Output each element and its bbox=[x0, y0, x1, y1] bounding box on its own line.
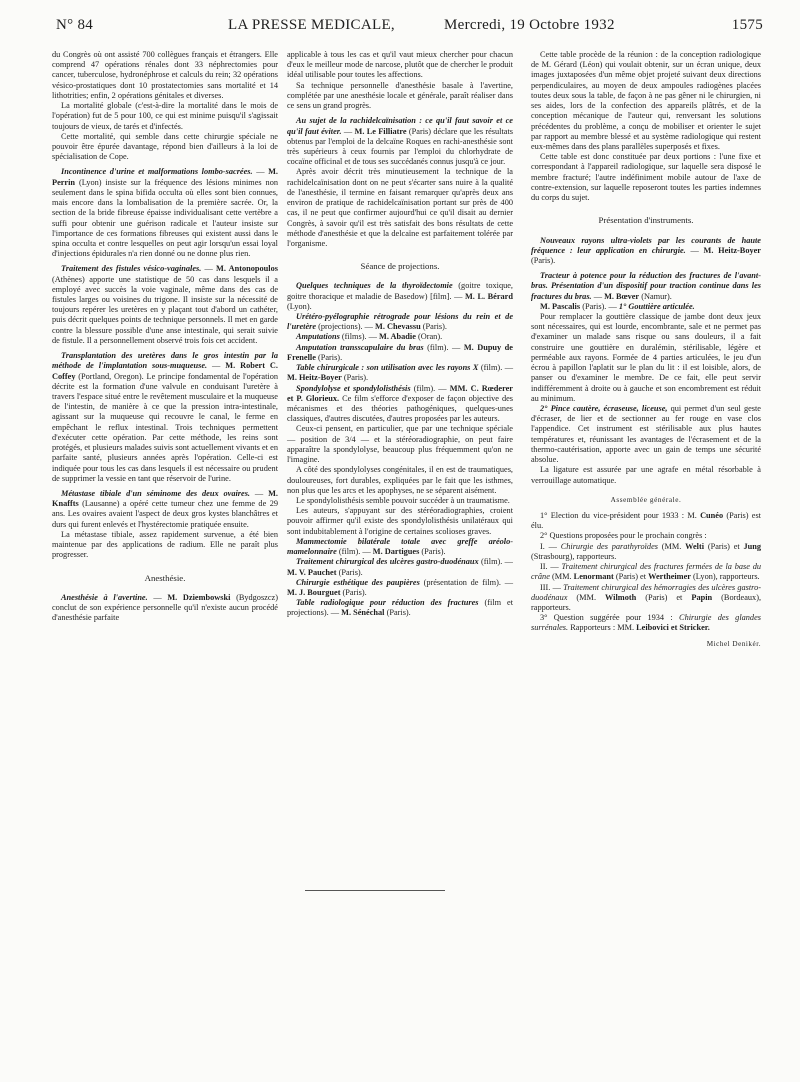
agenda-text: (Paris) et bbox=[615, 572, 647, 582]
entry-author: M. Bœver bbox=[604, 291, 640, 301]
rapporteur: Welti bbox=[685, 541, 705, 551]
entry-text: (film). — bbox=[480, 557, 513, 567]
communication-text: (Bydgoszcz) conclut de son expérience personnelle qu'il n'existe aucun procédé d'anesthésie parfaite bbox=[52, 592, 278, 623]
question-number: I. — bbox=[540, 541, 557, 551]
paragraph: Pour remplacer la gouttière classique de jambe dont deux jeux sont nécessaires, qui est lourde, encombrante, sale et ne permet pas d'examiner un malade sans risque ou sans douleurs, il a fait construire une gouttière en duralémin, stérilisable, légère et perméable aux rayons. Formée de 4 parties articulées, le jeu d'un écrou à papillon l'aplatit sur le plan du lit : il est loisible, alors, de panser ou d'examiner le membre. De ce fait, elle peut servir indifféremment à droite ou à gauche et son encombrement est réduit au minimum. bbox=[531, 312, 761, 403]
agenda-text: (Paris) et bbox=[645, 592, 683, 602]
entry-text: (film). — bbox=[480, 363, 514, 373]
entry-title: Mammectomie bilatérale totale avec greffe aréolo-mamelonnaire bbox=[287, 536, 513, 557]
paragraph: La ligature est assurée par une agrafe en métal résorbable à verrouillage automatique. bbox=[531, 465, 761, 485]
rapporteur: Jung bbox=[743, 541, 762, 551]
communication-title: Au sujet de la rachidelcaïnisation : ce qu'il faut savoir et ce qu'il faut éviter. bbox=[287, 116, 513, 136]
entry-title: Amputations bbox=[296, 332, 340, 342]
entry-author: MM. C. Rœderer et P. Glorieux. bbox=[287, 383, 513, 403]
entry-text: qui permet d'un seul geste d'écraser, de lier et de sectionner au fer rouge en vase clos l'appendice. Cet instrument est stérilisable aux plus hautes températures et, réunissant les avantages de l'écrasement et de la thermo-cautérisation, apporte avec un gain de temps une sécurité absolue. bbox=[531, 404, 761, 465]
entry-title: Quelques techniques de la thyroïdectomie bbox=[296, 281, 453, 291]
communication: Métastase tibiale d'un séminome des deux ovaires. — M. Knaffts (Lausanne) a opéré cette tumeur chez une femme de 29 ans. Les ovaires avaient l'aspect de deux gros kystes blanchâtres et durs qui furent enlevés et l'hystérectomie pratiquée ensuite. bbox=[52, 488, 278, 529]
entry-author: M. V. Pauchet bbox=[287, 567, 337, 577]
agenda-author: Cunéo bbox=[700, 510, 724, 520]
paragraph: Les auteurs, s'appuyant sur des stéréoradiographies, croient pouvoir affirmer qu'il existe des spondylolisthésis unilatéraux qui sont indubitablement à l'origine de certaines scolioses graves. bbox=[287, 506, 513, 536]
agenda-text: (Paris) est élu. bbox=[531, 510, 761, 531]
question-number: II. — bbox=[540, 562, 559, 572]
entry-author: M. Dartigues bbox=[372, 547, 420, 557]
paragraph: Cette table procède de la réunion : de la conception radiologique de M. Gérard (Léon) qui voulait obtenir, sur un écran unique, deux images juxtaposées d'un même objet projeté suivant deux directions perpendiculaires, au moyen de deux ampoules radiogènes placées toutes deux sous la table, de façon à ne pas gêner ni le chirurgien, ni ses aides, lors de la confection des appareils plâtrés, et de la conception mécanique de l'auteur qui, renversant les solutions précédentes du problème, a conçu de mobiliser et orienter le sujet par rapport au membre blessé et au système radiologique qui restent eux-mêmes dans des plans parallèles superposés et fixes. bbox=[531, 50, 761, 151]
entry-text: (film). — bbox=[427, 342, 461, 352]
projection-entry bbox=[287, 332, 513, 342]
entry-city: (Paris). bbox=[386, 608, 411, 618]
rapporteur: Leibovici et Stricker. bbox=[636, 623, 710, 633]
agenda-text: 3° Question suggérée pour 1934 : bbox=[540, 613, 673, 623]
communication-author: M. Le Filliatre bbox=[354, 126, 407, 136]
entry-author: M. J. Bourguet bbox=[287, 587, 341, 597]
entry-city: (Paris). bbox=[422, 322, 447, 332]
paragraph: Ceux-ci pensent, en particulier, que par une technique spéciale — position de 3/4 — et la stéréoradiographie, on peut faire apparaître la spondylolyse, beaucoup plus fréquemment qu'on ne l'imagine. bbox=[287, 424, 513, 465]
section-heading-instruments: Présentation d'instruments. bbox=[598, 215, 694, 226]
section-heading-projections: Séance de projections. bbox=[360, 261, 440, 272]
entry-city: (Paris). bbox=[343, 373, 369, 383]
entry-city: (Namur). bbox=[641, 291, 672, 301]
question-title: Traitement chirurgical des fractures fermées de la base du crâne bbox=[531, 562, 761, 582]
communication-title: Incontinence d'urine et malformations lombo-sacrées. bbox=[61, 167, 253, 177]
projection-entry bbox=[287, 312, 513, 332]
paragraph: La métastase tibiale, assez rapidement survenue, a été bien maintenue par des applications de radium. Elle ne paraît plus progresser. bbox=[52, 529, 278, 560]
issue-number: N° 84 bbox=[56, 17, 94, 33]
rapporteur: Lenormant bbox=[573, 572, 614, 582]
entry-city: (Lyon). bbox=[287, 301, 312, 311]
communication: Au sujet de la rachidelcaïnisation : ce qu'il faut savoir et ce qu'il faut éviter. — M. Le Filliatre (Paris) déclare que les résultats obtenus par l'emploi de la delcaïne Roques en rachi-anesthésie sont très supérieurs à ceux fournis par l'emploi du chlorhydrate de cocaïne officinal et de tous ses succédanés connus jusqu'à ce jour. bbox=[287, 116, 514, 167]
page-number: 1575 bbox=[731, 17, 763, 33]
rapporteur: Papin bbox=[691, 592, 713, 602]
projection-entry bbox=[287, 363, 513, 383]
communication-title: Transplantation des uretères dans le gros intestin par la méthode de l'implantation sous-muqueuse. bbox=[52, 351, 278, 371]
communication-author: M. Dziembowski bbox=[167, 592, 231, 602]
agenda-question bbox=[531, 583, 761, 614]
agenda-text: (MM. bbox=[576, 592, 597, 602]
entry-author: M. Abadie bbox=[379, 332, 416, 342]
communication-text: (Portland, Oregon). Le principe fondamental de l'opération décrite est la formation d'une valvule en conduisant l'uretère à travers l'espace situé entre le revêtement musculaire et la muqueuse de l'intestin, de manière à ce que la pression intra-intestinale, agissant sur la muqueuse qui recouvre le canal, le ferme en empêchant le reflux intestinal. Trois techniques permettent d'exécuter cette opération. Par cette méthode, les reins sont protégés, et plusieurs malades suivis sont actuellement vivants et en parfaite santé, plusieurs années après l'opération. Celle-ci est indiquée pour tous les cas dans lesquels il est nécessaire ou prudent de supprimer la vessie en tant que réservoir de l'urine. bbox=[52, 371, 278, 483]
agenda-text: (Bordeaux), rapporteurs. bbox=[531, 592, 762, 612]
paragraph: Cette table est donc constituée par deux portions : l'une fixe et correspondant à l'appareil radiologique, sur laquelle sera disposé le membre fracturé; l'autre indéfiniment mobile autour de l'axe de contre-extension, sur laquelle reposeront toutes les parties indemnes du corps du sujet. bbox=[531, 152, 761, 203]
column-1 bbox=[52, 50, 278, 623]
issue-date: Mercredi, 19 Octobre 1932 bbox=[444, 17, 615, 33]
end-rule bbox=[305, 890, 445, 891]
rapporteur: Wertheimer bbox=[648, 572, 691, 582]
agenda-text: (MM. bbox=[661, 541, 682, 551]
entry-author: M. Pascalis bbox=[540, 301, 581, 311]
communication-title: Métastase tibiale d'un séminome des deux ovaires. bbox=[61, 488, 251, 498]
communication-text: (Lyon) insiste sur la fréquence des lésions minimes non seulement dans le spina bifida occulta où elles sont bien connues, mais encore dans la lombalisation de la première sacrée. Or, la section de la bride fibreuse épaisse individualisant cette vertèbre a suffi pour obtenir une guérison radicale et l'auteur insiste sur l'importance de ces formations fibreuses qui existent aussi dans le spina occulta et contre lesquelles on peut agir lorsqu'un essai loyal d'injections épidurales n'a rien donné ou ne donne plus rien. bbox=[52, 177, 279, 259]
page-header bbox=[52, 17, 763, 39]
agenda-text: 1° Election du vice-président pour 1933 : M. bbox=[540, 510, 697, 520]
paragraph: Le spondylolisthésis semble pouvoir succéder à un traumatisme. bbox=[296, 495, 510, 505]
agenda-text: (Strasbourg), rapporteurs. bbox=[531, 551, 617, 561]
agenda-item: 2° Questions proposées pour le prochain congrès : bbox=[540, 531, 707, 541]
entry-title: Amputation transscapulaire du bras bbox=[296, 342, 424, 352]
rapporteur: Wilmoth bbox=[605, 592, 637, 602]
communication-author: M. Antonopoulos bbox=[216, 264, 278, 274]
projection-entry bbox=[287, 598, 513, 618]
entry-author: M. Sénéchal bbox=[341, 608, 385, 618]
agenda-item bbox=[531, 511, 761, 531]
communication: Incontinence d'urine et malformations lombo-sacrées. — M. Perrin (Lyon) insiste sur la fréquence des lésions minimes non seulement dans le spina bifida occulta où elles sont bien connues, mais encore dans la lombalisation de la première sacrée. Or, la section de la bride fibreuse épaisse individualisant cette vertèbre a suffi pour obtenir une guérison radicale et l'auteur insiste sur l'importance de ces formations fibreuses qui existent aussi dans le spina occulta et contre lesquelles on peut agir lorsqu'un essai loyal d'injections épidurales n'a rien donné ou ne donne plus rien. bbox=[52, 167, 279, 259]
communication-text: (Paris) déclare que les résultats obtenus par l'emploi de la delcaïne Roques en rachi-anesthésie sont très supérieurs à ceux fournis par l'emploi du chlorhydrate de cocaïne officinal et de tous ses succédanés connus jusqu'à ce jour. bbox=[287, 126, 514, 167]
question-title: Traitement chirurgical des hémorragies des ulcères gastro-duodénaux bbox=[531, 582, 761, 602]
communication: Traitement des fistules vésico-vaginales. — M. Antonopoulos (Athènes) apporte une statistique de 50 cas dans lesquels il a employé avec succès la voie vaginale, même dans des cas de fistules larges ou voisines du trigone. Il insiste sur la nécessité de toujours repérer les uretères en y plaçant tout d'abord un cathéter, puis décrit quelques points de technique personnels. Il met en garde contre la blessure possible d'une anse intestinale, qui serait suivie de fistule. Il a personnellement observé trois fois cet accident. bbox=[52, 264, 278, 345]
question-number: III. — bbox=[540, 582, 561, 592]
entry-author: M. Heitz-Boyer bbox=[287, 373, 342, 383]
entry-author: M. Chevassu bbox=[375, 322, 421, 332]
communication-title: Traitement des fistules vésico-vaginales. bbox=[61, 264, 202, 274]
paragraph: Après avoir décrit très minutieusement la technique de la rachidelcaïnisation dont on ne peut s'écarter sans nuire à la qualité de l'anesthésie, il termine en faisant remarquer qu'après deux ans environ de pratique de rachidelcaïnisation portant sur près de 400 cas, il ne peut que confirmer aujourd'hui ce qu'il disait au dernier Congrès, à savoir qu'il est très satisfait des bons résultats de cette méthode d'anesthésie et que la delcaïne est parfaitement tolérée par l'organisme. bbox=[287, 167, 513, 248]
communication-text: (Athènes) apporte une statistique de 50 cas dans lesquels il a employé avec succès la voie vaginale, même dans des cas de fistules larges ou voisines du trigone. Il insiste sur la nécessité de toujours repérer les uretères en y plaçant tout d'abord un cathéter, puis décrit quelques points de technique personnels. Il met en garde contre la blessure possible d'une anse intestinale, qui serait suivie de fistule. Il a personnellement observé trois fois cet accident. bbox=[52, 274, 278, 345]
paragraph: applicable à tous les cas et qu'il vaut mieux chercher pour chacun d'eux le meilleur mode de narcose, plutôt que de chercher le produit idéal utilisable pour toutes les affections. bbox=[287, 50, 513, 80]
entry-text: (film). — bbox=[338, 547, 371, 557]
communication-author: M. Perrin bbox=[52, 167, 278, 187]
projection-entry bbox=[287, 557, 513, 577]
entry-author: M. Dupuy de Frenelle bbox=[287, 342, 513, 362]
entry-title: Nouveaux rayons ultra-violets par les courants de haute fréquence : leur application en chirurgie. bbox=[531, 235, 761, 255]
communication: Transplantation des uretères dans le gros intestin par la méthode de l'implantation sous-muqueuse. — M. Robert C. Coffey (Portland, Oregon). Le principe fondamental de l'opération décrite est la formation d'une valvule en conduisant l'uretère à travers l'espace situé entre le revêtement musculaire et la muqueuse de l'intestin, de manière à ce que la pression intra-intestinale, agissant sur la muqueuse qui recouvre le canal, le ferme en empêchant le reflux intestinal. Trois techniques permettent d'exécuter cette opération. Par cette méthode, les reins sont protégés, et plusieurs malades suivis sont actuellement vivants et en parfaite santé, plusieurs années après l'opération. Celle-ci est indiquée pour tous les cas dans lesquels il est nécessaire ou prudent de supprimer la vessie en tant que réservoir de l'urine. bbox=[52, 351, 278, 483]
entry-city: (Oran). bbox=[417, 332, 443, 342]
agenda-text: (Lyon), rapporteurs. bbox=[693, 572, 760, 582]
entry-city: (Paris). — bbox=[582, 301, 617, 311]
agenda-text: (MM. bbox=[551, 572, 572, 582]
agenda-text: Rapporteurs : MM. bbox=[570, 623, 635, 633]
entry-title: Traitement chirurgical des ulcères gastro-duodénaux bbox=[296, 557, 479, 567]
instrument-entry: Tracteur à potence pour la réduction des fractures de l'avant-bras. Présentation d'un dispositif pour traction continue dans les fractures du bras. — M. Bœver (Namur). bbox=[531, 271, 761, 301]
entry-title: Spondylolyse et spondylolisthésis bbox=[296, 383, 411, 393]
entry-city: (Paris). bbox=[421, 547, 446, 557]
agenda-question bbox=[531, 562, 761, 582]
column-2 bbox=[287, 50, 513, 619]
paragraph: La mortalité globale (c'est-à-dire la mortalité dans le mois de l'opération) fut de 5 pour 100, ce qui est minime puisqu'il s'agissait toujours de vieux, de tarés et d'infectés. bbox=[52, 101, 278, 131]
entry-city: (Paris). bbox=[531, 255, 556, 265]
entry-title: 2° Pince cautère, écraseuse, liceuse, bbox=[540, 404, 668, 413]
entry-title: Table radiologique pour réduction des fractures bbox=[296, 598, 479, 608]
communication-title: Anesthésie à l'avertine. bbox=[61, 592, 148, 602]
instrument-entry: Nouveaux rayons ultra-violets par les courants de haute fréquence : leur application en chirurgie. — M. Heitz-Boyer (Paris). bbox=[531, 235, 761, 265]
instrument-entry bbox=[531, 302, 761, 312]
entry-title: 1° Gouttière articulée. bbox=[618, 301, 695, 311]
question-title: Chirurgie des parathyroïdes bbox=[560, 541, 658, 551]
entry-title: Tracteur à potence pour la réduction des fractures de l'avant-bras. Présentation d'un dispositif pour traction continue dans les fractures du bras. bbox=[531, 271, 761, 301]
entry-text: (film et projections). — bbox=[287, 598, 514, 618]
entry-city: (Paris). bbox=[342, 587, 367, 597]
section-heading-assemblee: Assemblée générale. bbox=[610, 495, 682, 504]
entry-title: Urétéro-pyélographie rétrograde pour lésions du rein et de l'uretère bbox=[287, 312, 513, 332]
entry-author: M. Heitz-Boyer bbox=[703, 245, 761, 255]
question-title: Chirurgie des glandes surrénales. bbox=[531, 613, 761, 633]
entry-title: Chirurgie esthétique des paupières bbox=[296, 577, 420, 587]
entry-author: M. L. Bérard bbox=[464, 291, 513, 301]
agenda-question bbox=[531, 542, 761, 562]
projection-entry bbox=[287, 537, 513, 557]
section-heading-anesthesie: Anesthésie. bbox=[144, 572, 186, 583]
entry-title: Table chirurgicale : son utilisation avec les rayons X bbox=[296, 363, 479, 373]
instrument-entry bbox=[531, 404, 761, 465]
entry-city: (Paris). bbox=[317, 352, 343, 362]
communication-author: M. Robert C. Coffey bbox=[52, 361, 278, 381]
projection-entry bbox=[287, 384, 513, 425]
column-3 bbox=[531, 50, 761, 649]
projection-entry bbox=[287, 343, 513, 363]
communication-text: (Lausanne) a opéré cette tumeur chez une femme de 29 ans. Les ovaires avaient l'aspect de deux gros kystes blanchâtres et durs qui furent enlevés et l'hystérectomie pratiquée ensuite. bbox=[52, 499, 278, 529]
projection-entry bbox=[287, 578, 513, 598]
communication-author: M. Knaffts bbox=[52, 488, 278, 509]
paragraph: Cette mortalité, qui semble dans cette chirurgie spéciale ne pouvoir être épurée davantage, répond bien d'ailleurs à la loi de spécialisation de Cope. bbox=[52, 131, 278, 162]
journal-title: LA PRESSE MEDICALE, bbox=[228, 17, 395, 33]
projection-entry bbox=[287, 281, 513, 312]
agenda-text: (Paris) et bbox=[707, 541, 740, 551]
entry-text: (films). — bbox=[341, 332, 377, 342]
entry-text: (projections). — bbox=[318, 322, 373, 332]
author-signature: Michel Denikér. bbox=[706, 639, 761, 648]
communication: Anesthésie à l'avertine. — M. Dziembowski (Bydgoszcz) conclut de son expérience personnelle qu'il n'existe aucun procédé d'anesthésie parfaite bbox=[52, 592, 278, 623]
entry-city: (Paris). bbox=[338, 567, 363, 577]
entry-text: (présentation de film). — bbox=[423, 577, 514, 587]
paragraph: du Congrès où ont assisté 700 collègues français et étrangers. Elle comprend 47 opérations rénales dont 33 néphrectomies pour cancer, tuberculose, hydronéphrose et calculs du rein; 32 opérations vésico-prostatiques dont 10 prostatectomies sans mortalité et 14 lithotrities; enfin, 2 opérations génitales et diverses. bbox=[52, 50, 278, 100]
agenda-item bbox=[531, 613, 761, 633]
entry-text: Ce film s'efforce d'exposer de façon objective des mécanismes et des théories pathogéniques, quelques-unes classiques, d'autres discutées, d'autres proposées par les auteurs. bbox=[287, 393, 513, 424]
paragraph: Sa technique personnelle d'anesthésie basale à l'avertine, complétée par une anesthésie locale et générale, paraît réaliser dans ce sens un grand progrès. bbox=[287, 80, 513, 111]
entry-text: (film). — bbox=[413, 383, 447, 393]
paragraph: A côté des spondylolyses congénitales, il en est de traumatiques, douloureuses, fort durables, expliquées par le fait que les isthmes, non plus que les arcs et les apophyses, ne se séparent aisément. bbox=[287, 465, 513, 495]
entry-text: (goitre toxique, goitre thoracique et maladie de Basedow) [film]. — bbox=[287, 281, 514, 301]
